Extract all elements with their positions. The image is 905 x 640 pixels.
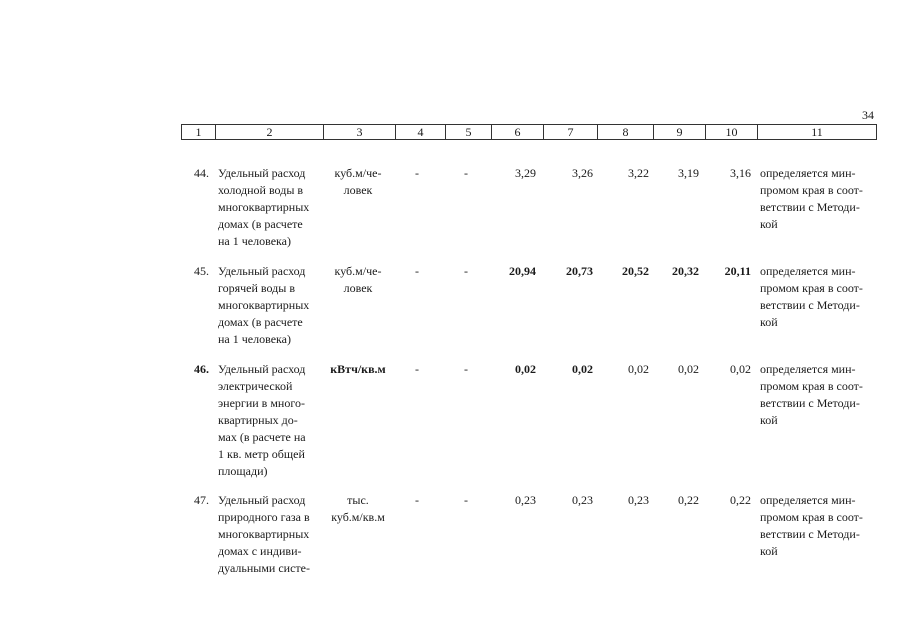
value-col-8: 20,52 — [622, 264, 649, 278]
header-col-3: 3 — [324, 125, 396, 139]
header-col-11: 11 — [811, 125, 823, 139]
indicator-name: Удельный расход холодной воды в многоквартирных домах (в расчете на 1 человека) — [218, 166, 310, 248]
indicator-name: Удельный расход природного газа в многоквартирных домах с индиви- дуальными систе- — [218, 493, 310, 575]
header-col-10: 10 — [706, 125, 758, 139]
unit: тыс. куб.м/кв.м — [331, 493, 385, 524]
col-5-value: - — [464, 362, 468, 376]
header-col-2: 2 — [216, 125, 324, 139]
header-col-9: 9 — [654, 125, 706, 139]
indicator-name: Удельный расход электрической энергии в много- квартирных до- мах (в расчете на 1 кв. метр общей площади) — [218, 362, 306, 478]
col-5-value: - — [464, 493, 468, 507]
indicator-name: Удельный расход горячей воды в многоквартирных домах (в расчете на 1 человека) — [218, 264, 310, 346]
value-col-10: 0,02 — [730, 362, 751, 376]
note: определяется мин- промом края в соот- ветствии с Методи- кой — [760, 264, 863, 329]
value-col-7: 3,26 — [572, 166, 593, 180]
note: определяется мин- промом края в соот- ветствии с Методи- кой — [760, 166, 863, 231]
value-col-10: 0,22 — [730, 493, 751, 507]
value-col-9: 3,19 — [678, 166, 699, 180]
row-number: 47. — [194, 493, 209, 507]
value-col-9: 20,32 — [672, 264, 699, 278]
header-col-4: 4 — [396, 125, 446, 139]
unit: куб.м/че- ловек — [334, 264, 382, 295]
value-col-7: 0,23 — [572, 493, 593, 507]
value-col-6: 0,23 — [515, 493, 536, 507]
col-4-value: - — [415, 493, 419, 507]
value-col-10: 3,16 — [730, 166, 751, 180]
note: определяется мин- промом края в соот- ветствии с Методи- кой — [760, 493, 863, 558]
row-number: 46. — [194, 362, 209, 376]
note: определяется мин- промом края в соот- ветствии с Методи- кой — [760, 362, 863, 427]
value-col-9: 0,22 — [678, 493, 699, 507]
value-col-6: 20,94 — [509, 264, 536, 278]
value-col-6: 3,29 — [515, 166, 536, 180]
value-col-8: 3,22 — [628, 166, 649, 180]
header-col-1: 1 — [182, 125, 216, 139]
header-col-6: 6 — [492, 125, 544, 139]
header-col-7: 7 — [544, 125, 598, 139]
col-4-value: - — [415, 166, 419, 180]
value-col-9: 0,02 — [678, 362, 699, 376]
col-5-value: - — [464, 264, 468, 278]
table-header — [181, 124, 877, 140]
header-col-8: 8 — [598, 125, 654, 139]
col-4-value: - — [415, 362, 419, 376]
col-4-value: - — [415, 264, 419, 278]
value-col-7: 0,02 — [572, 362, 593, 376]
row-number: 44. — [194, 166, 209, 180]
col-5-value: - — [464, 166, 468, 180]
value-col-7: 20,73 — [566, 264, 593, 278]
value-col-6: 0,02 — [515, 362, 536, 376]
row-number: 45. — [194, 264, 209, 278]
value-col-8: 0,02 — [628, 362, 649, 376]
page-number: 34 — [862, 108, 874, 122]
unit: куб.м/че- ловек — [334, 166, 382, 197]
value-col-8: 0,23 — [628, 493, 649, 507]
header-col-5: 5 — [446, 125, 492, 139]
value-col-10: 20,11 — [724, 264, 751, 278]
unit: кВтч/кв.м — [330, 362, 386, 376]
